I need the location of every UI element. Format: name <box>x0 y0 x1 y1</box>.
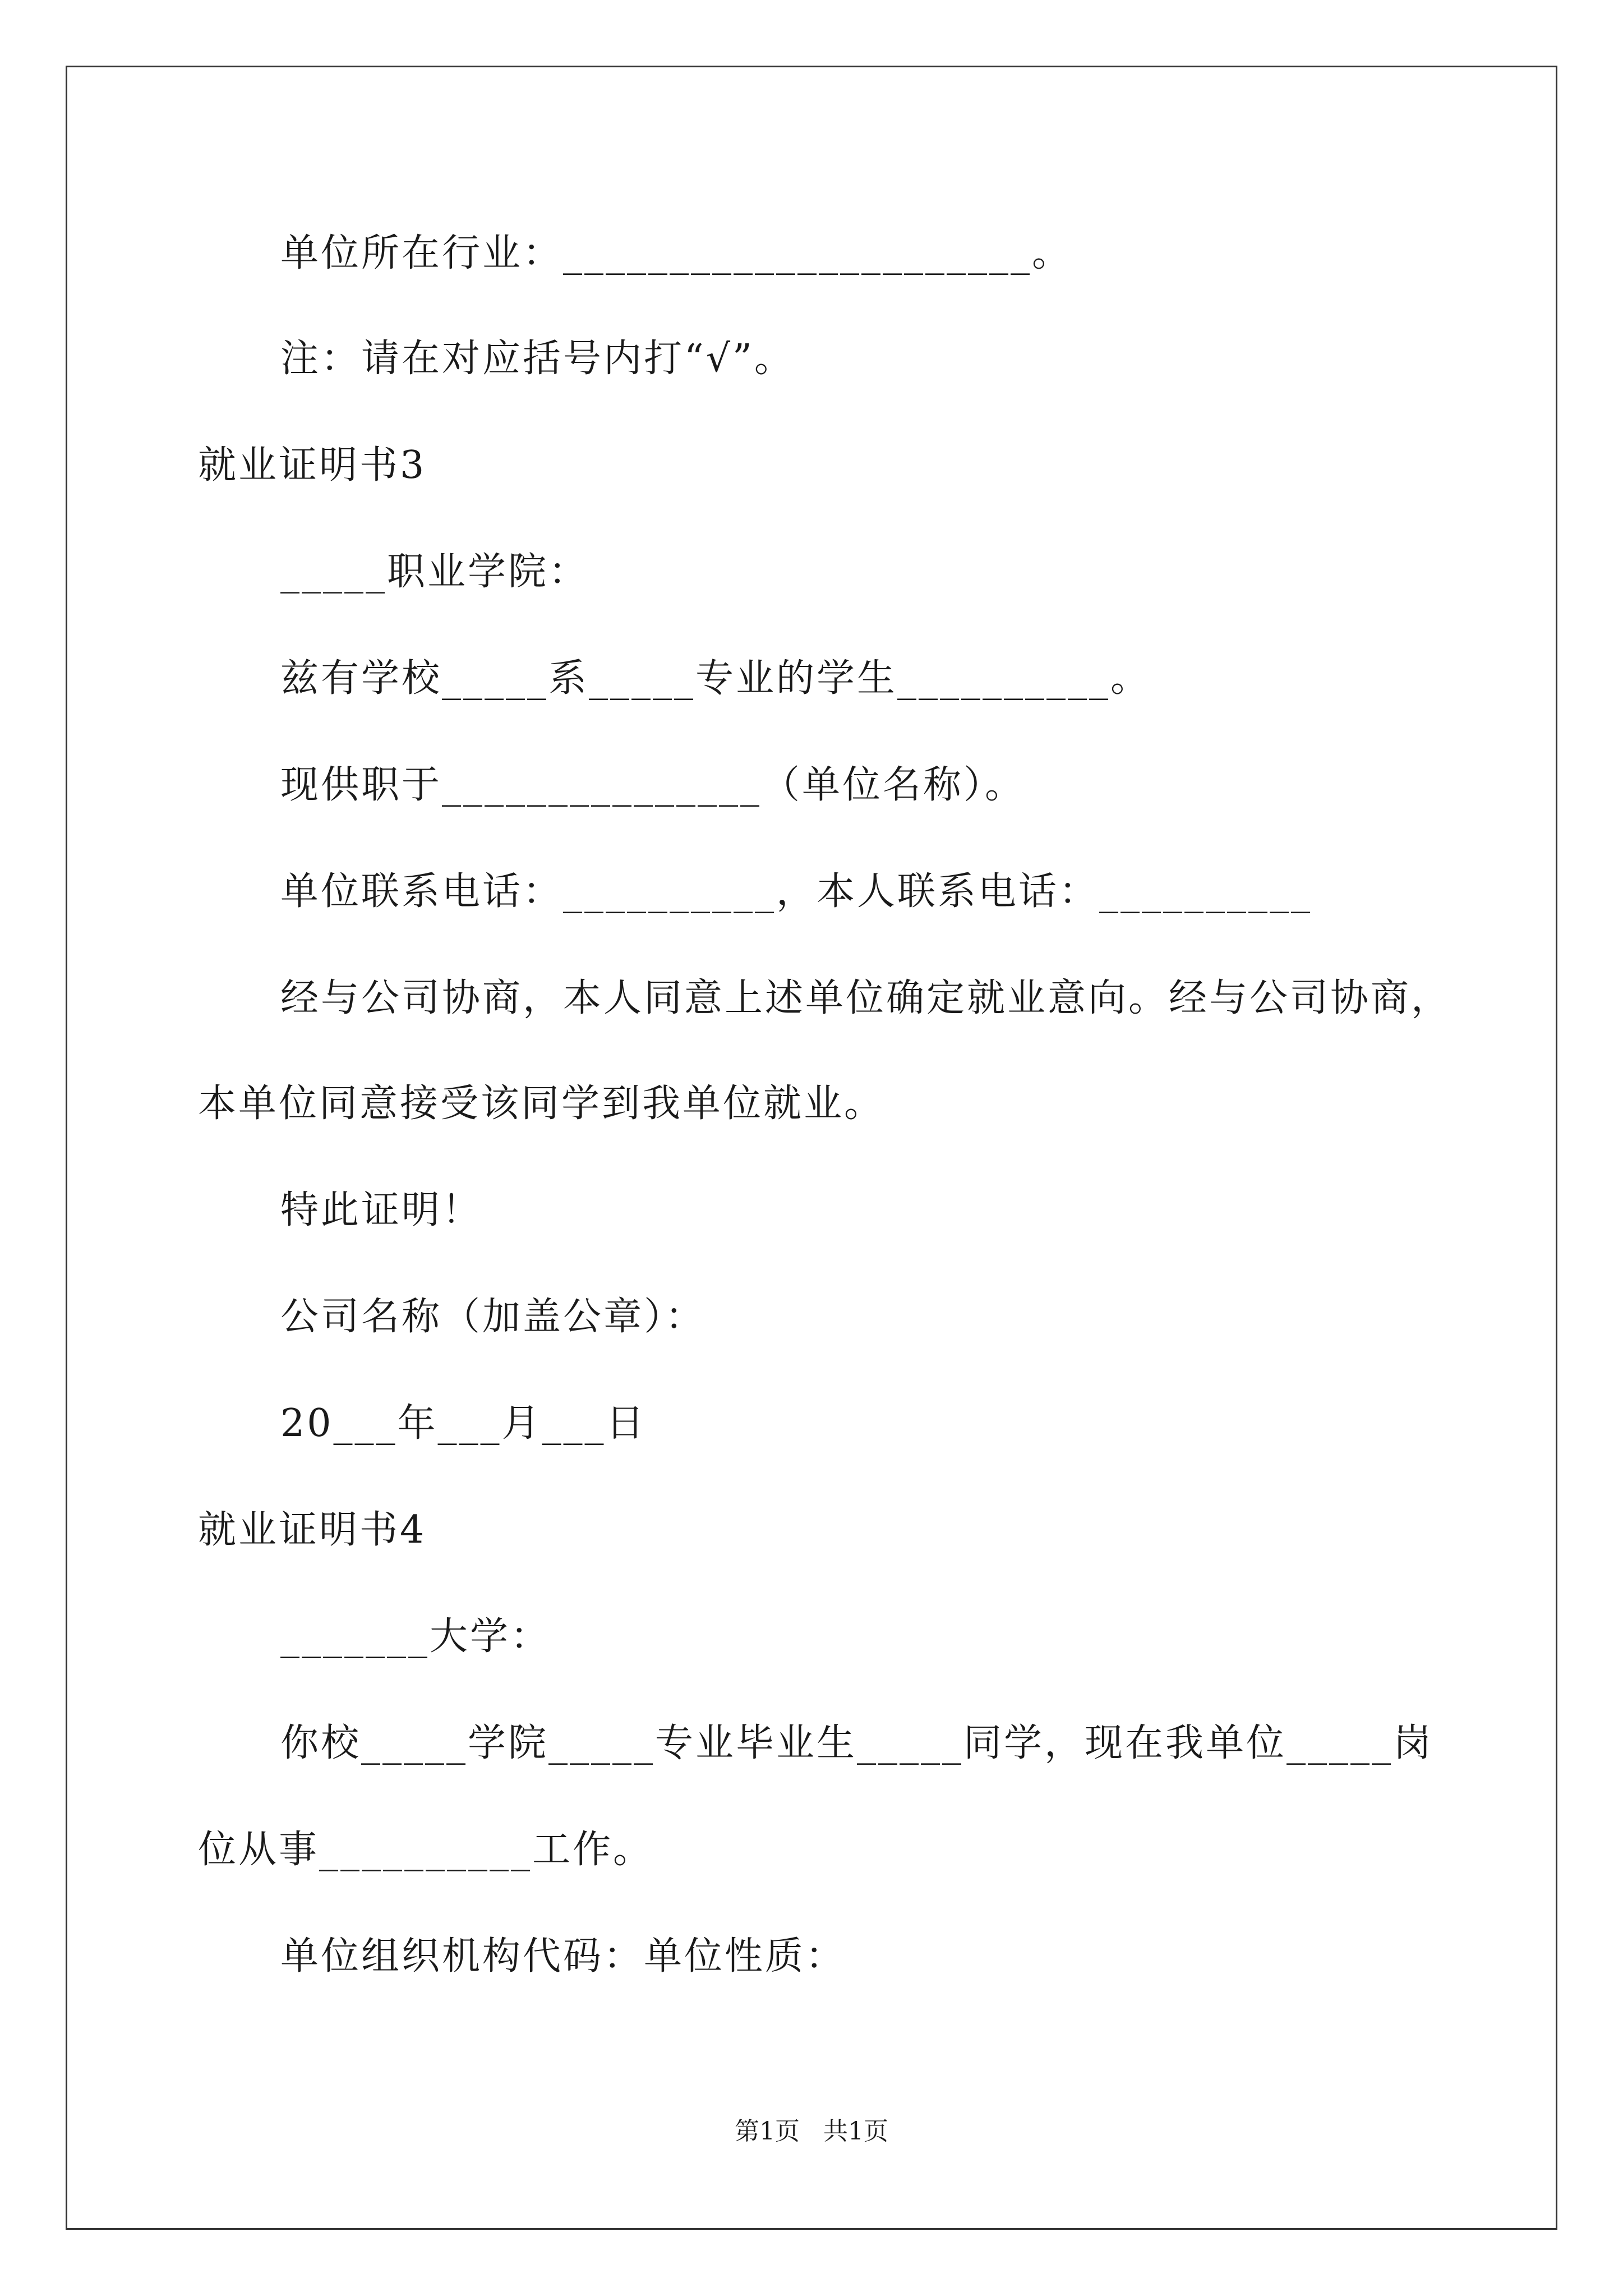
page-number: 第1页 共1页 <box>735 2117 888 2146</box>
student-line: 兹有学校_____系_____专业的学生__________。 <box>280 656 1151 701</box>
employer-line: 现供职于_______________（单位名称）。 <box>280 763 1026 807</box>
heading-certificate-3: 就业证明书3 <box>198 443 427 487</box>
note-line: 注：请在对应括号内打“√”。 <box>280 337 795 381</box>
phone-line: 单位联系电话：__________，本人联系电话：__________ <box>280 869 1313 914</box>
page-border <box>66 66 1557 2230</box>
industry-line: 单位所在行业：______________________。 <box>280 231 1073 275</box>
company-name-seal: 公司名称（加盖公章）： <box>280 1295 706 1339</box>
hereby-certify: 特此证明！ <box>280 1188 483 1232</box>
agreement-line-2: 本单位同意接受该同学到我单位就业。 <box>198 1082 885 1126</box>
org-code-line: 单位组织机构代码：单位性质： <box>280 1934 846 1978</box>
salutation-university: _______大学： <box>280 1614 551 1659</box>
agreement-line-1: 经与公司协商，本人同意上述单位确定就业意向。经与公司协商， <box>280 976 1452 1020</box>
graduate-line-1: 你校_____学院_____专业毕业生_____同学，现在我单位_____岗 <box>280 1721 1434 1765</box>
date-line: 20___年___月___日 <box>280 1401 647 1446</box>
heading-certificate-4: 就业证明书4 <box>198 1508 427 1552</box>
salutation-college: _____职业学院： <box>280 550 589 594</box>
graduate-line-2: 位从事__________工作。 <box>198 1828 654 1872</box>
